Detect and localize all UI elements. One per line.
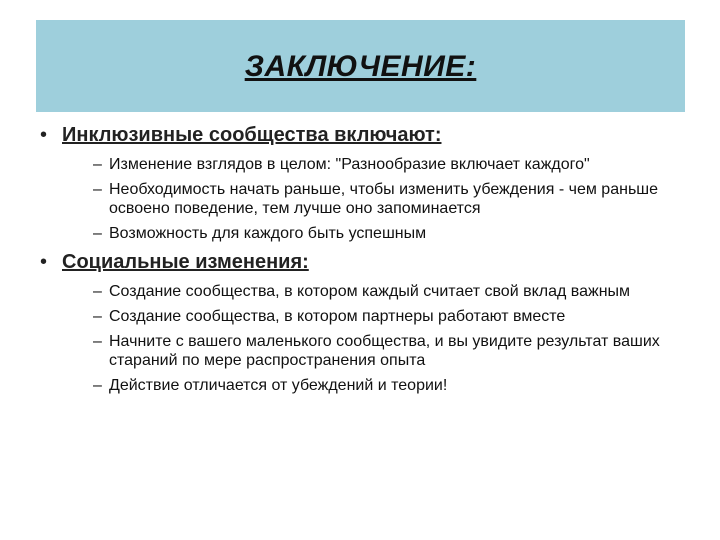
bullet-heading bbox=[40, 251, 690, 274]
title-banner bbox=[36, 20, 685, 112]
dash-icon: – bbox=[93, 156, 102, 173]
dash-icon: – bbox=[93, 225, 102, 242]
dash-icon: – bbox=[93, 377, 102, 394]
bullet-heading bbox=[40, 124, 690, 147]
dash-icon: – bbox=[93, 308, 102, 325]
slide-content bbox=[40, 124, 690, 403]
list-item: – Возможность для каждого быть успешным bbox=[93, 225, 427, 242]
section-heading: Инклюзивные сообщества включают: bbox=[62, 124, 442, 146]
list-item: – Начните с вашего маленького сообщества, и вы увидите результат ваших стараний по мере распространения опыта bbox=[93, 333, 660, 369]
list-item: – Создание сообщества, в котором партнеры работают вместе bbox=[93, 308, 566, 325]
list-item: – Изменение взглядов в целом: "Разнообразие включает каждого" bbox=[93, 156, 590, 173]
list-item: – Создание сообщества, в котором каждый считает свой вклад важным bbox=[93, 283, 631, 300]
section-social-changes bbox=[40, 251, 690, 395]
section-heading: Социальные изменения: bbox=[62, 251, 309, 273]
list-item: – Действие отличается от убеждений и теории! bbox=[93, 377, 448, 394]
bullet-dot-icon: • bbox=[40, 251, 48, 273]
list-item: – Необходимость начать раньше, чтобы изменить убеждения - чем раньше освоено поведение, тем лучше оно запоминается bbox=[93, 181, 659, 217]
slide-title: ЗАКЛЮЧЕНИЕ: bbox=[244, 50, 477, 83]
section-inclusive-communities bbox=[40, 124, 690, 243]
dash-icon: – bbox=[93, 333, 102, 350]
bullet-dot-icon: • bbox=[40, 124, 48, 146]
dash-icon: – bbox=[93, 283, 102, 300]
dash-icon: – bbox=[93, 181, 102, 198]
